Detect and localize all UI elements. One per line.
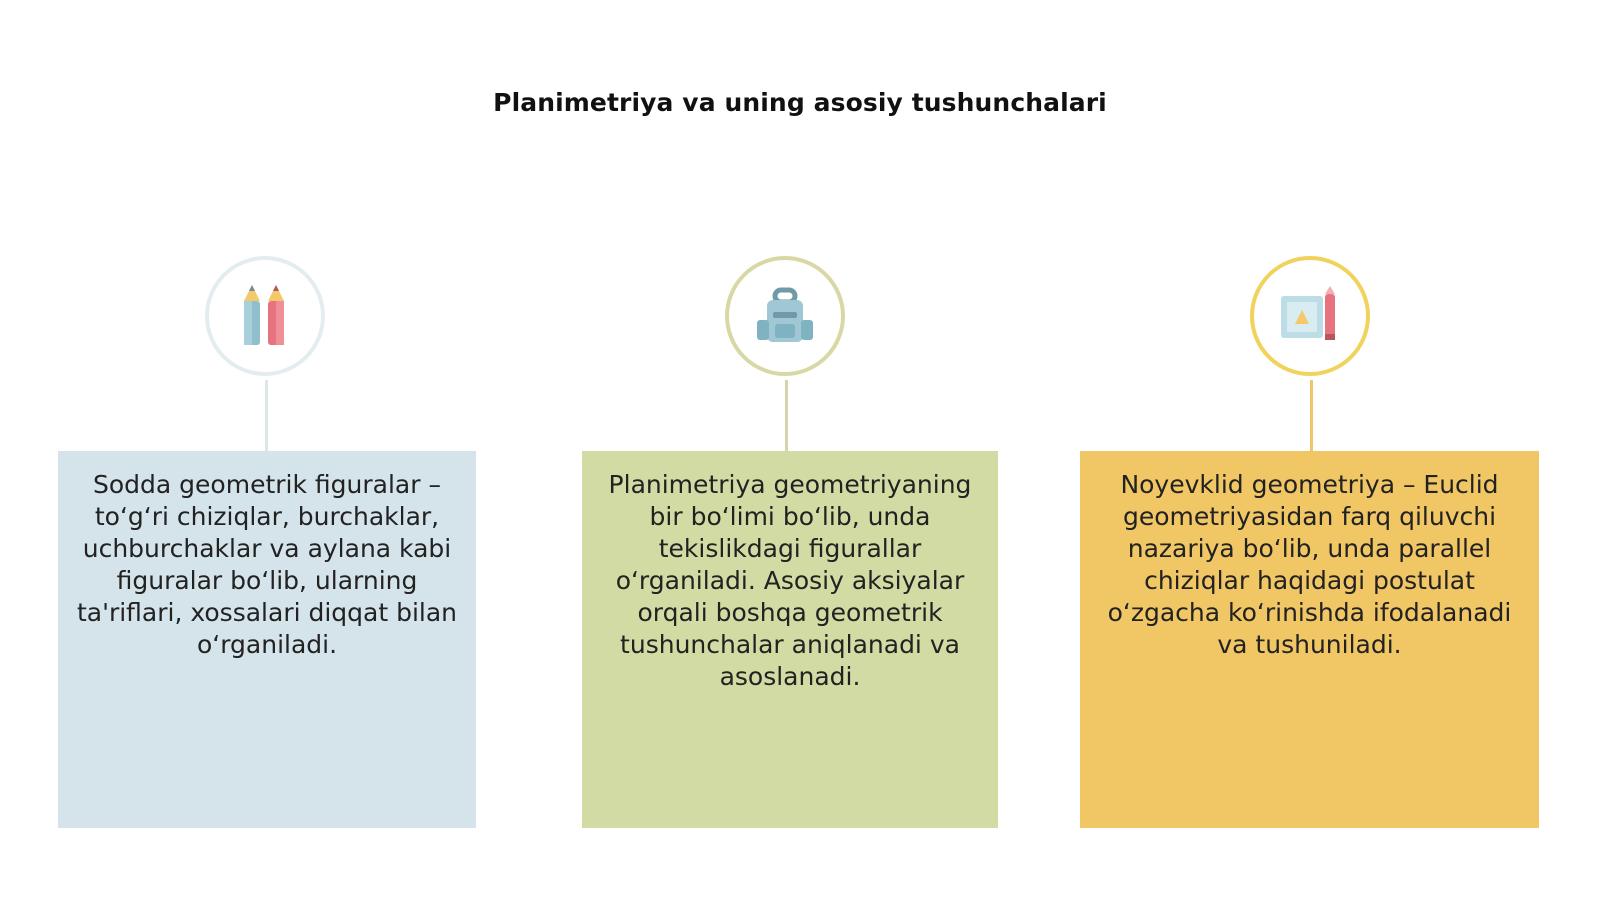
connector-line-2 — [785, 380, 788, 451]
connector-line-3 — [1310, 380, 1313, 451]
card-3-text: Noyevklid geometriya – Euclid geometriyasidan farq qiluvchi nazariya boʻlib, unda parallel chiziqlar haqidagi postulat oʻzgacha koʻrinishda ifodalanadi va tushuniladi. — [1107, 470, 1512, 659]
icon-ring-2 — [725, 256, 845, 376]
concept-card-3 — [1080, 451, 1539, 828]
concept-card-1 — [58, 451, 476, 828]
icon-ring-1 — [205, 256, 325, 376]
drawing-board-icon — [1277, 284, 1343, 348]
slide-title: Planimetriya va uning asosiy tushunchalari — [493, 88, 1107, 117]
card-2-text: Planimetriya geometriyaning bir boʻlimi boʻlib, unda tekislikdagi figurallar oʻrganiladi. Asosiy aksiyalar orqali boshqa geometrik tushunchalar aniqlanadi va asoslanadi. — [608, 470, 972, 691]
icon-ring-3 — [1250, 256, 1370, 376]
connector-line-1 — [265, 380, 268, 451]
backpack-icon — [753, 284, 817, 348]
pencils-icon — [235, 283, 295, 349]
card-1-text: Sodda geometrik figuralar – toʻgʻri chiziqlar, burchaklar, uchburchaklar va aylana kabi figuralar boʻlib, ularning ta'riflari, xossalari diqqat bilan oʻrganiladi. — [76, 470, 458, 659]
concept-card-2 — [582, 451, 998, 828]
